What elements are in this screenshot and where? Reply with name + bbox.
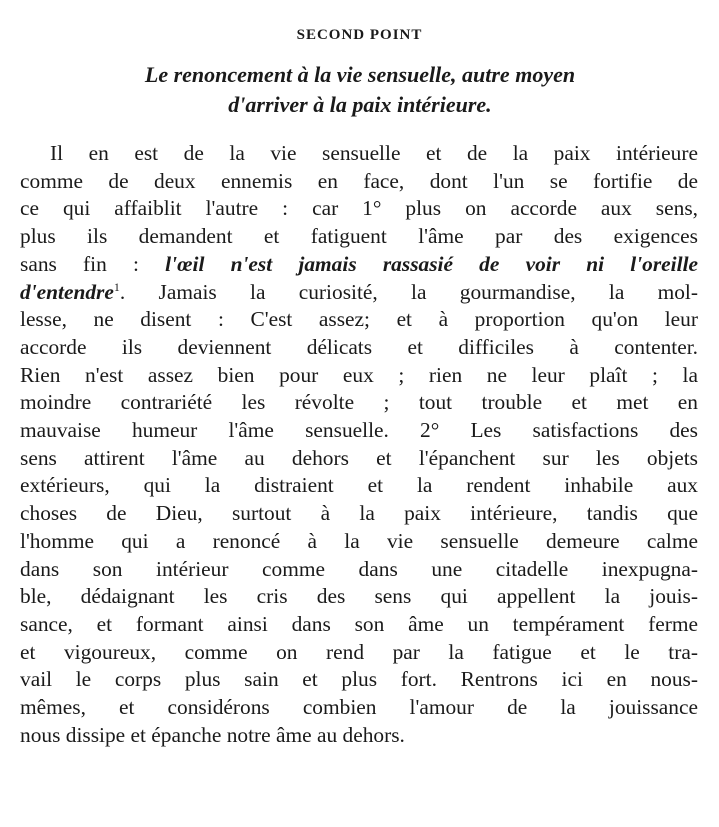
subtitle-line: Le renoncement à la vie sensuelle, autre moyen [144, 62, 576, 87]
text-line: Il en est de la vie sensuelle et de la paix intérieure [50, 141, 698, 165]
body-paragraph [20, 140, 698, 749]
text-segment: . Jamais la curiosité, la gourmandise, la mol- [119, 279, 698, 304]
text-line: et vigoureux, comme on rend par la fatigue et le tra- [20, 639, 698, 664]
italic-quote: l'œil n'est jamais rassasié de voir ni l'oreille [165, 251, 699, 276]
text-line: l'homme qui a renoncé à la vie sensuelle demeure calme [20, 528, 698, 553]
text-line: sens attirent l'âme au dehors et l'épanchent sur les objets [20, 445, 698, 470]
text-line: dans son intérieur comme dans une citadelle inexpugna- [20, 556, 698, 581]
text-line: moindre contrariété les révolte ; tout trouble et met en [20, 390, 698, 415]
text-line: accorde ils deviennent délicats et difficiles à contenter. [20, 334, 698, 359]
text-line: lesse, ne disent : C'est assez; et à proportion qu'on leur [20, 307, 698, 332]
text-line [20, 279, 698, 307]
text-line: mauvaise humeur l'âme sensuelle. 2° Les satisfactions des [20, 418, 698, 443]
italic-quote: d'entendre [20, 279, 114, 304]
footnote-marker: 1 [113, 279, 120, 294]
text-line: mêmes, et considérons combien l'amour de la jouissance [20, 695, 698, 720]
text-segment: sans fin : [20, 251, 166, 276]
section-subtitle [40, 60, 680, 120]
text-line: plus ils demandent et fatiguent l'âme par des exigences [20, 224, 698, 249]
text-line: ble, dédaignant les cris des sens qui appellent la jouis- [20, 584, 698, 609]
subtitle-line: d'arriver à la paix intérieure. [228, 92, 492, 117]
text-line: extérieurs, qui la distraient et la rendent inhabile aux [20, 473, 698, 498]
text-line: sance, et formant ainsi dans son âme un tempérament ferme [20, 611, 698, 636]
text-line: choses de Dieu, surtout à la paix intérieure, tandis que [20, 501, 698, 526]
text-line: nous dissipe et épanche notre âme au dehors. [20, 722, 405, 747]
text-line: Rien n'est assez bien pour eux ; rien ne leur plaît ; la [20, 362, 698, 387]
section-heading: SECOND POINT [296, 27, 423, 43]
text-line [20, 251, 698, 279]
text-line: comme de deux ennemis en face, dont l'un se fortifie de [20, 168, 698, 193]
text-line: vail le corps plus sain et plus fort. Rentrons ici en nous- [20, 667, 698, 692]
text-line: ce qui affaiblit l'autre : car 1° plus on accorde aux sens, [20, 196, 698, 221]
